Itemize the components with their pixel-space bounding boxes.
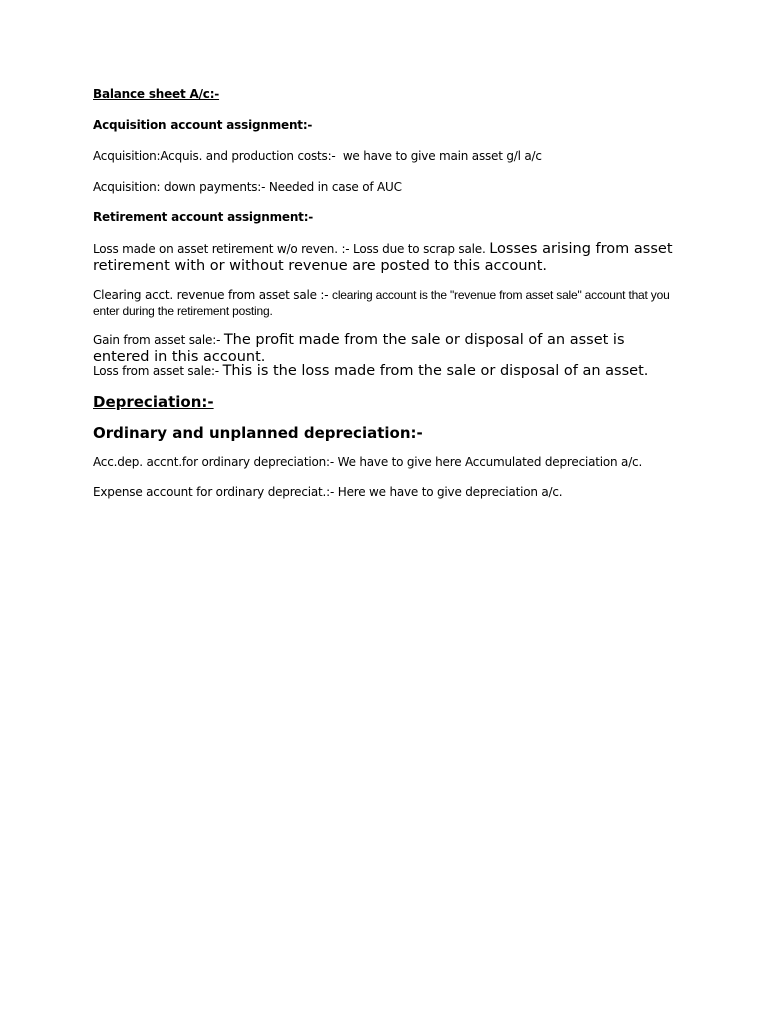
heading-ordinary [93,425,683,442]
clearing-text: clearing account is the "revenue from asset sale" account that you enter during the retirement posting. [93,288,670,318]
acq-production-label: Acquisition:Acquis. and production costs:- [93,149,336,163]
loss-sale-label: Loss from asset sale:- [93,364,219,378]
heading-ordinary-text: Ordinary and unplanned depreciation:- [93,424,423,442]
expense-text: Here we have to give depreciation a/c. [337,485,563,499]
acq-down-paragraph [93,181,683,195]
loss-retirement-text-small: Loss due to scrap sale. [353,242,486,256]
heading-acquisition [93,119,683,133]
heading-retirement-text: Retirement account assignment:- [93,210,314,224]
gain-text: The profit made from the sale or disposal of an asset is entered in this account. [93,332,625,365]
heading-retirement [93,211,683,225]
expense-label: Expense account for ordinary depreciat.:- [93,485,335,499]
loss-retirement-text-large: Losses arising from asset retirement with or without revenue are posted to this account. [93,241,673,274]
acq-down-label: Acquisition: down payments:- [93,180,266,194]
expense-paragraph [93,486,683,500]
loss-retirement-paragraph [93,241,683,274]
acq-down-text: Needed in case of AUC [268,180,402,194]
loss-sale-paragraph [93,363,683,380]
acc-dep-paragraph [93,456,683,470]
clearing-paragraph [93,288,683,319]
loss-sale-text: This is the loss made from the sale or disposal of an asset. [222,363,649,379]
heading-balance-sheet-text: Balance sheet A/c:- [93,87,220,101]
acc-dep-label: Acc.dep. accnt.for ordinary depreciation:- [93,455,334,469]
gain-label: Gain from asset sale:- [93,333,221,347]
heading-acquisition-text: Acquisition account assignment:- [93,118,313,132]
acq-production-paragraph [93,150,683,164]
acq-production-text: we have to give main asset g/l a/c [342,149,542,163]
clearing-label: Clearing acct. revenue from asset sale :- [93,288,329,302]
heading-depreciation [93,394,683,411]
heading-depreciation-text: Depreciation:- [93,393,214,411]
acc-dep-text: We have to give here Accumulated depreciation a/c. [337,455,643,469]
loss-retirement-label: Loss made on asset retirement w/o reven. :- [93,242,350,256]
gain-paragraph [93,332,683,365]
heading-balance-sheet [93,88,683,102]
